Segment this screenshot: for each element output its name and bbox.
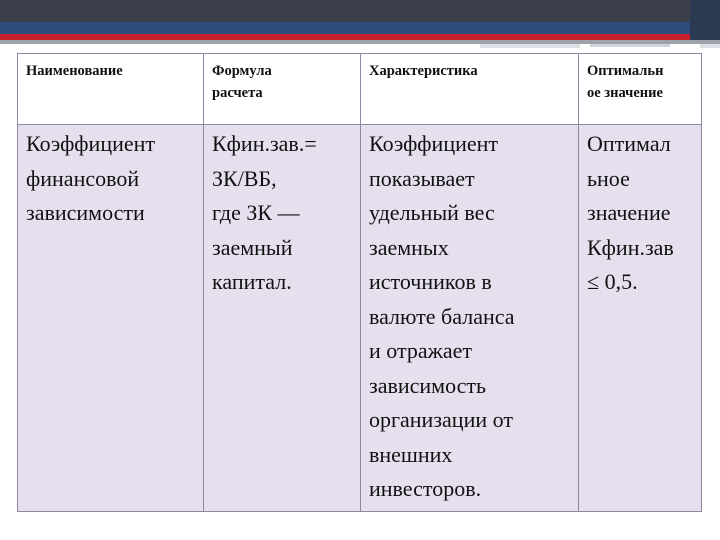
cell-text: Наименование: [26, 63, 123, 79]
cell-text: Кфин.зав: [587, 234, 674, 260]
cell-text: капитал.: [212, 269, 292, 294]
cell-text: где ЗК —: [212, 200, 300, 225]
cell-text: и отражает: [369, 338, 472, 363]
cell-text: валюте баланса: [369, 303, 515, 329]
cell-text: значение: [587, 200, 671, 225]
cell-text: Формула: [212, 63, 272, 79]
cell-text: Характеристика: [369, 63, 478, 79]
cell-text: удельный вес: [369, 200, 495, 225]
decor-bar: [590, 44, 670, 47]
coefficient-table: [17, 53, 702, 512]
cell-text: ьное: [587, 165, 630, 191]
header-cell-optimal: [579, 54, 702, 125]
cell-text: Оптимал: [587, 131, 671, 156]
cell-text: организации от: [369, 407, 513, 432]
cell-text: Кфин.зав.=: [212, 131, 317, 156]
cell-text: финансовой: [26, 165, 140, 191]
cell-text: инвесторов.: [369, 476, 482, 501]
cell-text: Оптимальн: [587, 63, 664, 79]
cell-optimal: [579, 125, 702, 512]
table-row: [18, 125, 702, 512]
cell-text: Коэффициент: [26, 131, 156, 156]
corner-decoration: [690, 0, 720, 40]
cell-text: источников в: [369, 269, 492, 294]
header-band-dark: [0, 0, 720, 22]
header-cell-name: [18, 54, 204, 125]
cell-text: ое значение: [587, 85, 663, 101]
cell-text: ≤ 0,5.: [587, 269, 638, 294]
cell-text: зависимости: [26, 200, 145, 225]
cell-characteristic: [361, 125, 579, 512]
header-cell-characteristic: [361, 54, 579, 125]
header-cell-formula: [204, 54, 361, 125]
cell-formula: [204, 125, 361, 512]
cell-text: заемный: [212, 234, 293, 260]
cell-text: зависимость: [369, 372, 487, 398]
cell-name: [18, 125, 204, 512]
cell-text: внешних: [369, 441, 453, 467]
cell-text: расчета: [212, 85, 263, 101]
header-band-blue: [0, 22, 720, 34]
decor-bar: [700, 44, 720, 48]
decor-bar: [480, 44, 580, 48]
cell-text: заемных: [369, 234, 449, 260]
cell-text: Коэффициент: [369, 131, 499, 156]
cell-text: ЗК/ВБ,: [212, 165, 277, 191]
table-header-row: [18, 54, 702, 125]
cell-text: показывает: [369, 165, 475, 191]
